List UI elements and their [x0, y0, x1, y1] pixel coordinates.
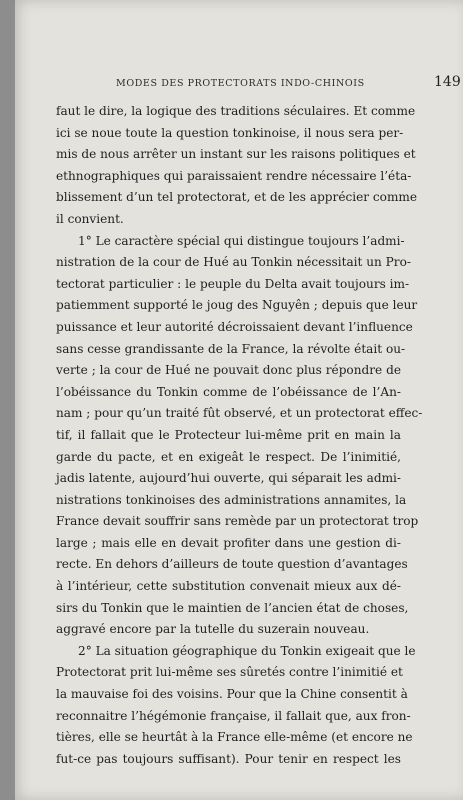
text-line: puissance et leur autorité décroissaient devant l’influence [56, 319, 413, 334]
page-number: 149 [434, 74, 461, 90]
text-line: aggravé encore par la tutelle du suzerain nouveau. [56, 622, 370, 637]
text-line: faut le dire, la logique des traditions séculaires. Et comme [56, 104, 416, 118]
text-line: ici se noue toute la question tonkinoise, il nous sera per- [56, 125, 404, 140]
text-line: verte ; la cour de Hué ne pouvait donc plus répondre de [56, 363, 401, 378]
text-line: l’obéissance du Tonkin comme de l’obéissance de l’An- [56, 384, 401, 399]
text-line: nistrations tonkinoises des administrations annamites, la [56, 492, 407, 507]
text-line: recte. En dehors d’ailleurs de toute question d’avantages [56, 557, 408, 572]
text-line: il convient. [56, 211, 124, 226]
text-line: reconnaitre l’hégémonie française, il fallait que, aux fron- [56, 708, 411, 723]
text-line: sirs du Tonkin que le maintien de l’ancien état de choses, [56, 600, 409, 615]
text-line: garde du pacte, et en exigeât le respect. De l’inimitié, [56, 449, 401, 464]
text-line: nistration de la cour de Hué au Tonkin nécessitait un Pro- [56, 255, 411, 270]
text-line: jadis latente, aujourd’hui ouverte, qui séparait les admi- [56, 471, 401, 486]
text-line: à l’intérieur, cette substitution convenait mieux aux dé- [56, 579, 401, 594]
book-page [12, 0, 463, 800]
text-line: France devait souffrir sans remède par un protectorat trop [56, 514, 419, 529]
text-line: mis de nous arrêter un instant sur les raisons politiques et [56, 147, 416, 162]
text-line: large ; mais elle en devait profiter dans une gestion di- [56, 535, 401, 550]
text-line: la mauvaise foi des voisins. Pour que la Chine consentit à [56, 687, 408, 702]
text-line: blissement d’un tel protectorat, et de les apprécier comme [56, 190, 418, 205]
text-line: tectorat particulier : le peuple du Delta avait toujours im- [56, 276, 410, 291]
text-line: sans cesse grandissante de la France, la révolte était ou- [56, 341, 406, 356]
text-line: nam ; pour qu’un traité fût observé, et un protectorat effec- [56, 406, 423, 421]
text-line: ethnographiques qui paraissaient rendre nécessaire l’éta- [56, 168, 412, 183]
text-line: tières, elle se heurtât à la France elle-même (et encore ne [56, 730, 413, 745]
text-line: 1° Le caractère spécial qui distingue toujours l’admi- [78, 233, 405, 248]
text-line: tif, il fallait que le Protecteur lui-même prit en main la [56, 427, 401, 442]
text-line: 2° La situation géographique du Tonkin exigeait que le [78, 643, 416, 658]
running-head: MODES DES PROTECTORATS INDO-CHINOIS [116, 78, 365, 89]
text-line: fut-ce pas toujours suffisant). Pour tenir en respect les [56, 751, 401, 766]
body-text [56, 101, 423, 770]
text-line: Protectorat prit lui-même ses sûretés contre l’inimitié et [56, 665, 403, 680]
text-line: patiemment supporté le joug des Nguyên ; depuis que leur [56, 298, 418, 313]
